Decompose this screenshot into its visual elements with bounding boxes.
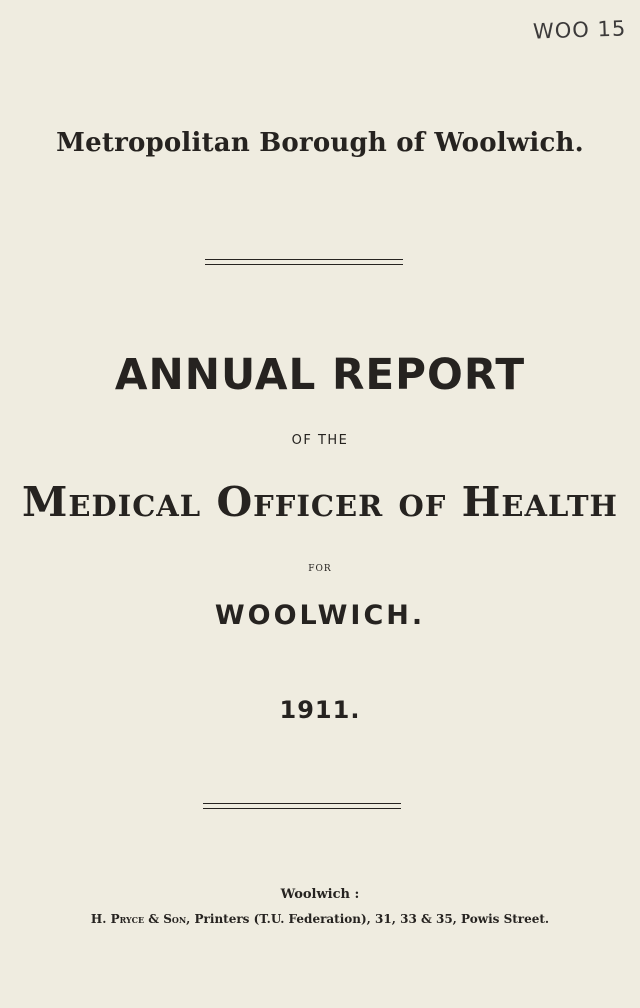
borough-heading: Metropolitan Borough of Woolwich. [56, 128, 584, 158]
printer-detail: Printers (T.U. Federation), 31, 33 & 35, Powis Street. [190, 912, 550, 926]
officer-heading: Medical Officer of Health [22, 478, 618, 526]
printer-imprint [0, 912, 640, 926]
report-title: ANNUAL REPORT [114, 350, 526, 400]
imprint-place: Woolwich : [280, 887, 360, 902]
of-the-label: OF THE [291, 433, 349, 448]
double-rule-bottom [203, 803, 401, 809]
handwritten-annotation: WOO 15 [532, 16, 627, 44]
report-year: 1911. [279, 696, 361, 724]
double-rule-top [205, 259, 403, 265]
for-label: for [308, 560, 332, 575]
place-heading: WOOLWICH. [214, 600, 426, 631]
printer-name: H. Pryce & Son, [90, 912, 191, 926]
